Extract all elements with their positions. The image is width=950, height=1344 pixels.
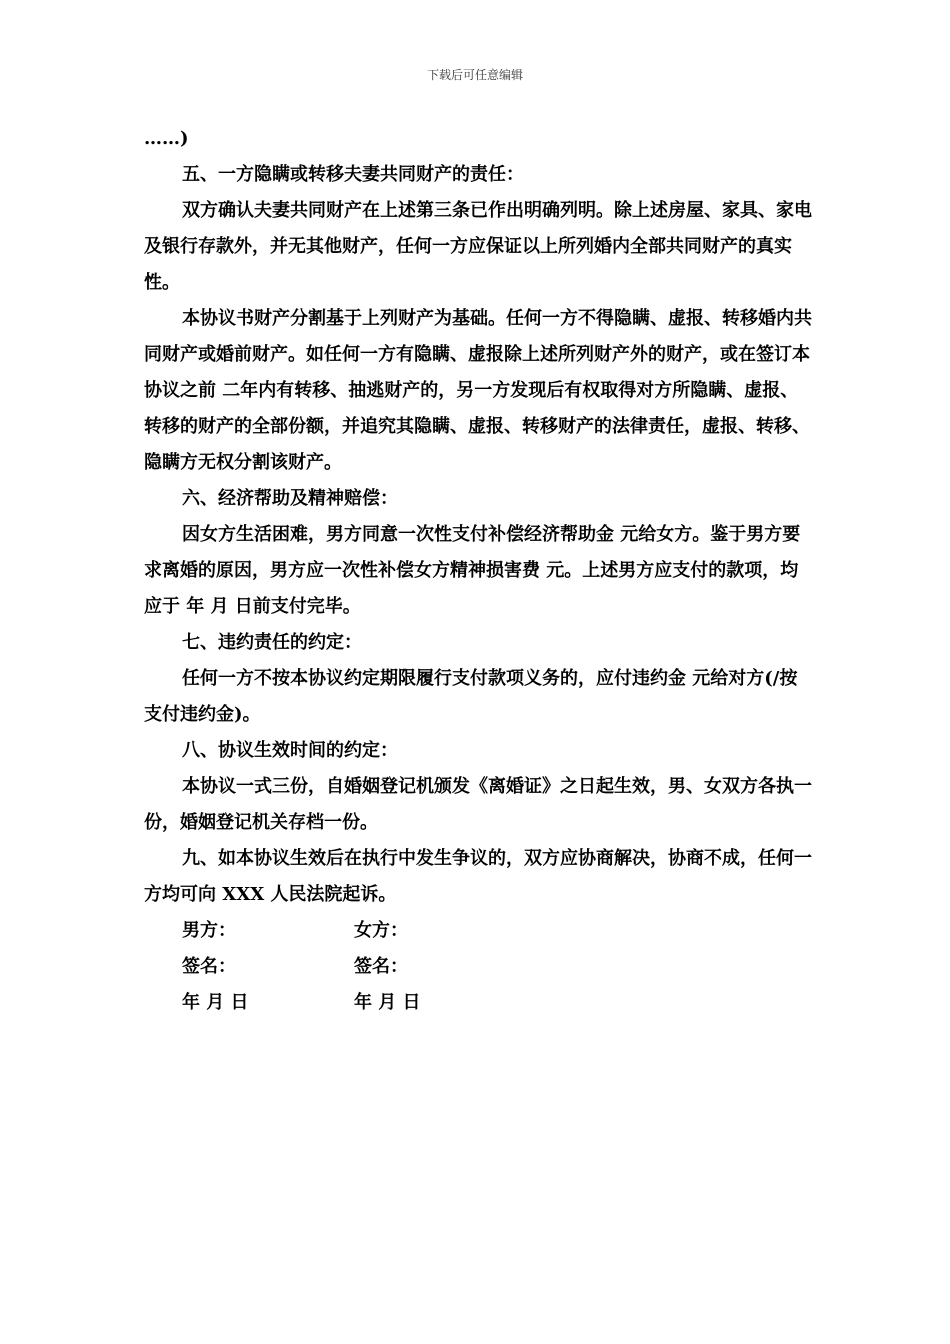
section-6-title: 六、经济帮助及精神赔偿： (182, 488, 398, 509)
section-5-paragraph-1: 双方确认夫妻共同财产在上述第三条已作出明确列明。除上述房屋、家具、家电及银行存款外，并无其他财产，任何一方应保证以上所列婚内全部共同财产的真实性。 (144, 200, 812, 293)
signature-date-row (144, 985, 814, 1021)
signature-sign-row (144, 949, 814, 985)
section-7-title: 七、违约责任的约定： (182, 632, 362, 653)
section-8-paragraph: 本协议一式三份，自婚姻登记机颁发《离婚证》之日起生效，男、女双方各执一份，婚姻登记机关存档一份。 (144, 776, 812, 833)
section-5-paragraph-2: 本协议书财产分割基于上列财产为基础。任何一方不得隐瞒、虚报、转移婚内共同财产或婚前财产。如任何一方有隐瞒、虚报除上述所列财产外的财产，或在签订本协议之前 二年内有转移、抽逃财产的，另一方发现后有权取得对方所隐瞒、虚报、转移的财产的全部份额，并追究其隐瞒、虚报、转移财产的法律责任，虚报、转移、隐瞒方无权分割该财产。 (144, 308, 812, 473)
section-6-paragraph: 因女方生活困难，男方同意一次性支付补偿经济帮助金 元给女方。鉴于男方要求离婚的原因，男方应一次性补偿女方精神损害费 元。上述男方应支付的款项，均应于 年 月 日前支付完毕。 (144, 524, 801, 617)
male-sign-label: 签名： (182, 956, 236, 977)
section-8-title: 八、协议生效时间的约定： (182, 740, 398, 761)
page-header: 下载后可任意编辑 (426, 68, 523, 82)
section-7-paragraph: 任何一方不按本协议约定期限履行支付款项义务的，应付违约金 元给对方(/按 支付违约金)。 (144, 668, 798, 725)
document-body (144, 121, 814, 1021)
female-sign-label: 签名： (354, 956, 408, 977)
male-party-label: 男方： (182, 920, 236, 941)
female-date: 年 月 日 (354, 992, 421, 1013)
female-party-label: 女方： (354, 920, 408, 941)
section-5-title: 五、一方隐瞒或转移夫妻共同财产的责任： (182, 164, 524, 185)
signature-party-row (144, 913, 814, 949)
section-9-paragraph: 九、如本协议生效后在执行中发生争议的，双方应协商解决，协商不成，任何一方均可向 XXX 人民法院起诉。 (144, 848, 812, 905)
male-date: 年 月 日 (182, 992, 249, 1013)
continuation-text: ……) (144, 128, 189, 149)
